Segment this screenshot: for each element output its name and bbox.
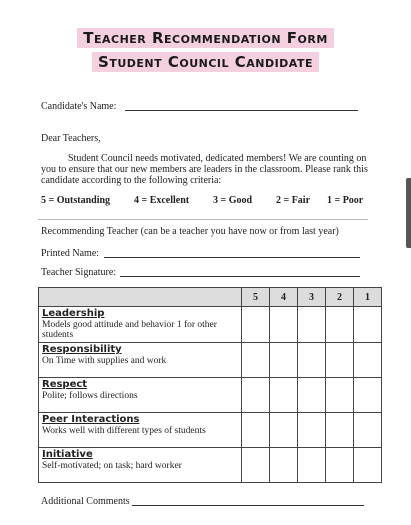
column-header: 1 bbox=[354, 288, 382, 307]
rating-cell[interactable] bbox=[298, 343, 326, 378]
table-row bbox=[39, 413, 382, 448]
table-row bbox=[39, 378, 382, 413]
criteria-desc: Works well with different types of students bbox=[42, 426, 206, 436]
rating-1: 1 = Poor bbox=[327, 195, 364, 206]
rating-5: 5 = Outstanding bbox=[41, 195, 111, 206]
criteria-header bbox=[39, 288, 242, 307]
criteria-cell bbox=[39, 343, 242, 378]
rating-cell[interactable] bbox=[354, 448, 382, 483]
rating-cell[interactable] bbox=[298, 413, 326, 448]
rating-cell[interactable] bbox=[354, 413, 382, 448]
greeting: Dear Teachers, bbox=[41, 133, 101, 144]
criteria-cell bbox=[39, 378, 242, 413]
column-header: 3 bbox=[298, 288, 326, 307]
rating-cell[interactable] bbox=[270, 413, 298, 448]
rating-table bbox=[38, 287, 382, 483]
rating-cell[interactable] bbox=[326, 343, 354, 378]
intro-paragraph: Student Council needs motivated, dedicated members! We are counting on you to ensure that our new members are leaders in the classroom. Please rank this candidate according to the following criteria: bbox=[41, 153, 368, 186]
column-header: 2 bbox=[326, 288, 354, 307]
recommending-teacher-label: Recommending Teacher (can be a teacher you have now or from last year) bbox=[41, 226, 339, 237]
criteria-cell bbox=[39, 413, 242, 448]
printed-name-field[interactable] bbox=[104, 257, 360, 258]
rating-cell[interactable] bbox=[326, 378, 354, 413]
criteria-title: Peer Interactions bbox=[42, 414, 140, 425]
column-header: 5 bbox=[242, 288, 270, 307]
rating-4: 4 = Excellent bbox=[134, 195, 190, 206]
rating-2: 2 = Fair bbox=[276, 195, 311, 206]
additional-comments-field[interactable] bbox=[132, 505, 364, 506]
criteria-cell bbox=[39, 307, 242, 343]
rating-cell[interactable] bbox=[298, 448, 326, 483]
rating-cell[interactable] bbox=[270, 343, 298, 378]
rating-cell[interactable] bbox=[298, 378, 326, 413]
rating-cell[interactable] bbox=[242, 448, 270, 483]
rating-cell[interactable] bbox=[242, 343, 270, 378]
rating-3: 3 = Good bbox=[213, 195, 253, 206]
candidate-name-label: Candidate's Name: bbox=[41, 101, 117, 112]
criteria-title: Leadership bbox=[42, 308, 105, 319]
rating-cell[interactable] bbox=[354, 307, 382, 343]
rating-cell[interactable] bbox=[242, 307, 270, 343]
printed-name-label: Printed Name: bbox=[41, 248, 100, 259]
rating-cell[interactable] bbox=[270, 378, 298, 413]
rating-cell[interactable] bbox=[354, 378, 382, 413]
column-header: 4 bbox=[270, 288, 298, 307]
table-header-row bbox=[39, 288, 382, 307]
criteria-desc: Models good attitude and behavior 1 for other students bbox=[42, 320, 217, 340]
form-subtitle: Student Council Candidate bbox=[92, 52, 319, 72]
form-title: Teacher Recommendation Form bbox=[77, 28, 334, 48]
table-row bbox=[39, 448, 382, 483]
rating-cell[interactable] bbox=[270, 307, 298, 343]
divider bbox=[38, 219, 368, 220]
table-row bbox=[39, 343, 382, 378]
candidate-name-field[interactable] bbox=[125, 110, 358, 111]
criteria-desc: Polite; follows directions bbox=[42, 391, 138, 401]
rating-cell[interactable] bbox=[242, 413, 270, 448]
scroll-handle[interactable] bbox=[406, 178, 411, 248]
criteria-title: Initiative bbox=[42, 449, 93, 460]
title-line-2-wrap bbox=[0, 52, 411, 72]
criteria-desc: Self-motivated; on task; hard worker bbox=[42, 461, 182, 471]
criteria-desc: On Time with supplies and work bbox=[42, 356, 167, 366]
title-line-1-wrap bbox=[0, 28, 411, 48]
criteria-title: Responsibility bbox=[42, 344, 122, 355]
criteria-title: Respect bbox=[42, 379, 88, 390]
additional-comments-label: Additional Comments bbox=[41, 496, 130, 507]
criteria-cell bbox=[39, 448, 242, 483]
rating-cell[interactable] bbox=[242, 378, 270, 413]
rating-cell[interactable] bbox=[326, 448, 354, 483]
rating-cell[interactable] bbox=[326, 413, 354, 448]
table-row bbox=[39, 307, 382, 343]
signature-label: Teacher Signature: bbox=[41, 267, 117, 278]
rating-cell[interactable] bbox=[270, 448, 298, 483]
rating-cell[interactable] bbox=[326, 307, 354, 343]
rating-cell[interactable] bbox=[298, 307, 326, 343]
signature-field[interactable] bbox=[120, 276, 360, 277]
rating-cell[interactable] bbox=[354, 343, 382, 378]
